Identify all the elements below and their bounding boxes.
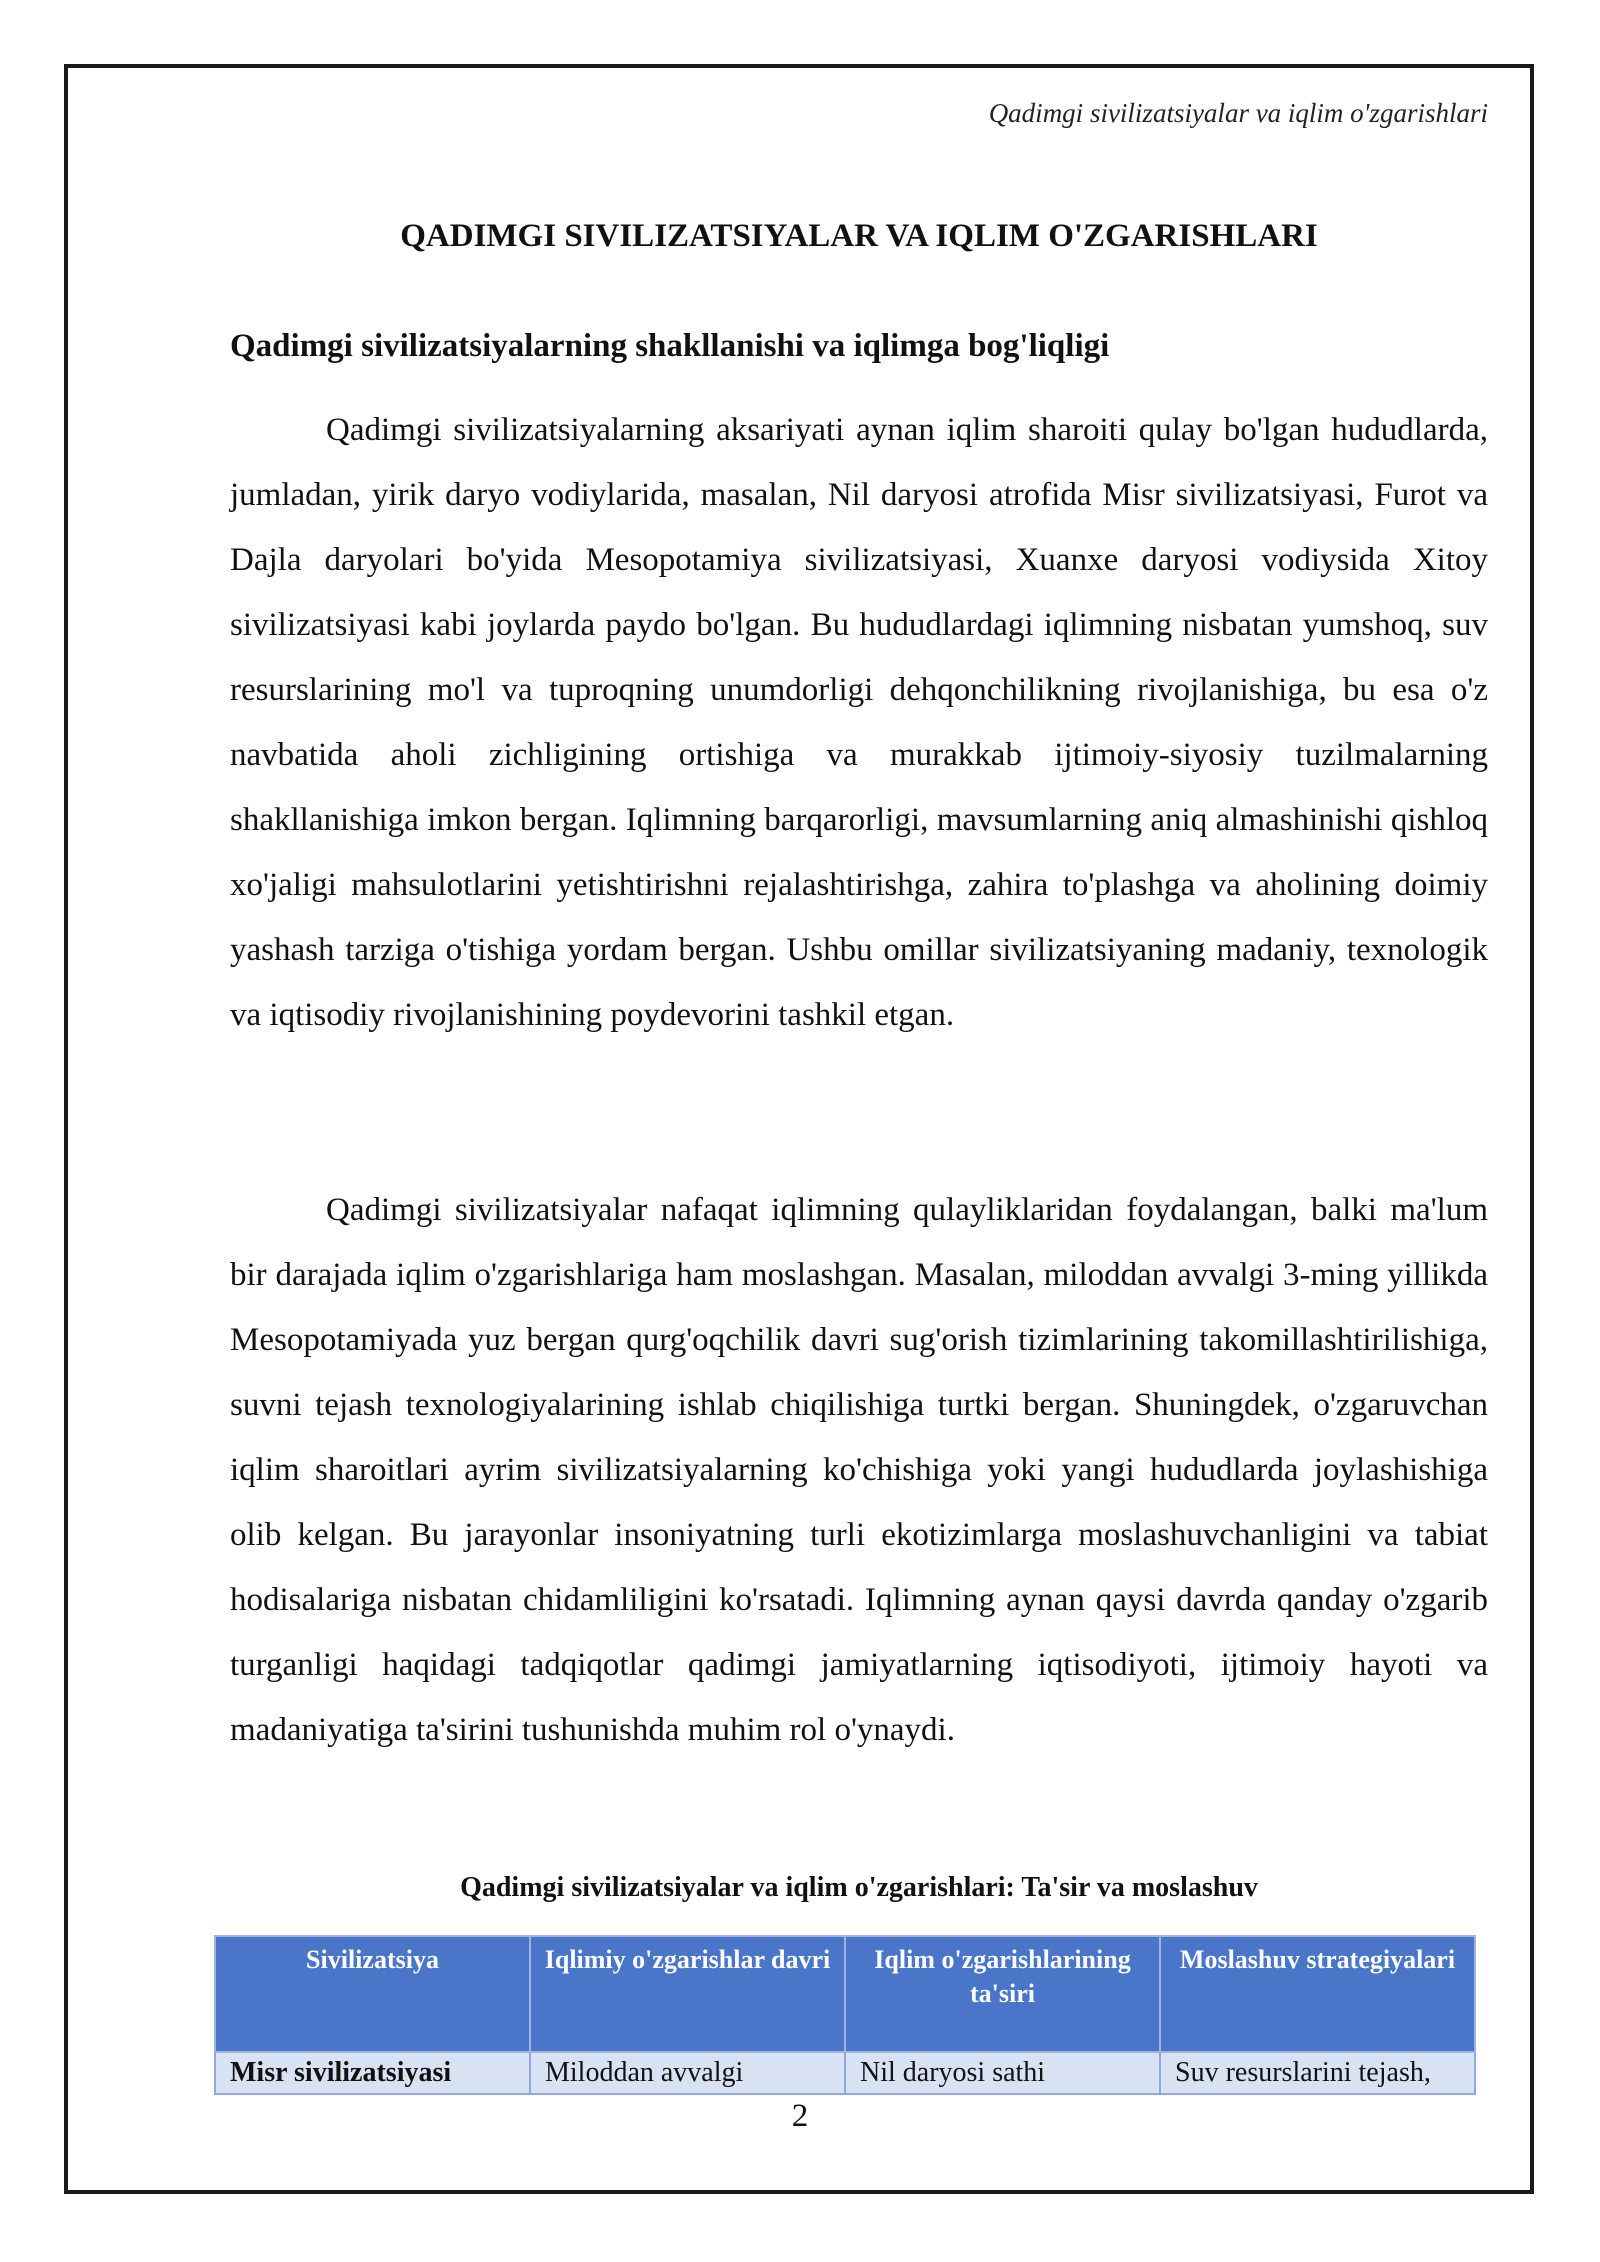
table-caption: Qadimgi sivilizatsiyalar va iqlim o'zgarishlari: Ta'sir va moslashuv bbox=[460, 1872, 1258, 1903]
page-number: 2 bbox=[791, 2098, 809, 2134]
table-row bbox=[215, 2052, 1475, 2094]
table-header-cell: Sivilizatsiya bbox=[215, 1936, 530, 2052]
table-header-cell: Moslashuv strategiyalari bbox=[1160, 1936, 1475, 2052]
body-paragraph-2: Qadimgi sivilizatsiyalar nafaqat iqlimning qulayliklaridan foydalangan, balki ma'lum bir darajada iqlim o'zgarishlariga ham moslashgan. Masalan, miloddan avvalgi 3-ming yillikda Mesopotamiyada yuz bergan qurg'oqchilik davri sug'orish tizimlarining takomillashtirilishiga, suvni tejash texnologiyalarining ishlab chiqilishiga turtki bergan. Shuningdek, o'zgaruvchan iqlim sharoitlari ayrim sivilizatsiyalarning ko'chishiga yoki yangi hududlarda joylashishiga olib kelgan. Bu jarayonlar insoniyatning turli ekotizimlarga moslashuvchanligini va tabiat hodisalariga nisbatan chidamliligini ko'rsatadi. Iqlimning aynan qaysi davrda qanday o'zgarib turganligi haqidagi tadqiqotlar qadimgi jamiyatlarning iqtisodiyoti, ijtimoiy hayoti va madaniyatiga ta'sirini tushunishda muhim rol o'ynaydi. bbox=[230, 1192, 1488, 1748]
table-header-cell: Iqlim o'zgarishlarining ta'siri bbox=[845, 1936, 1160, 2052]
table-cell: Miloddan avvalgi bbox=[530, 2052, 845, 2094]
civilizations-table bbox=[214, 1935, 1476, 2095]
table-cell: Nil daryosi sathi bbox=[845, 2052, 1160, 2094]
table-header-cell: Iqlimiy o'zgarishlar davri bbox=[530, 1936, 845, 2052]
table-cell: Misr sivilizatsiyasi bbox=[215, 2052, 530, 2094]
body-paragraph-1: Qadimgi sivilizatsiyalarning aksariyati aynan iqlim sharoiti qulay bo'lgan hududlarda, jumladan, yirik daryo vodiylarida, masalan, Nil daryosi atrofida Misr sivilizatsiyasi, Furot va Dajla daryolari bo'yida Mesopotamiya sivilizatsiyasi, Xuanxe daryosi vodiysida Xitoy sivilizatsiyasi kabi joylarda paydo bo'lgan. Bu hududlardagi iqlimning nisbatan yumshoq, suv resurslarining mo'l va tuproqning unumdorligi dehqonchilikning rivojlanishiga, bu esa o'z navbatida aholi zichligining ortishiga va murakkab ijtimoiy-siyosiy tuzilmalarning shakllanishiga imkon bergan. Iqlimning barqarorligi, mavsumlarning aniq almashinishi qishloq xo'jaligi mahsulotlarini yetishtirishni rejalashtirishga, zahira to'plashga va aholining doimiy yashash tarziga o'tishiga yordam bergan. Ushbu omillar sivilizatsiyaning madaniy, texnologik va iqtisodiy rivojlanishining poydevorini tashkil etgan. bbox=[230, 412, 1488, 1033]
table-header-row bbox=[215, 1936, 1475, 2052]
running-header: Qadimgi sivilizatsiyalar va iqlim o'zgarishlari bbox=[988, 98, 1488, 128]
table-cell: Suv resurslarini tejash, bbox=[1160, 2052, 1475, 2094]
section-heading: Qadimgi sivilizatsiyalarning shakllanishi va iqlimga bog'liqligi bbox=[230, 328, 1110, 364]
document-title: QADIMGI SIVILIZATSIYALAR VA IQLIM O'ZGARISHLARI bbox=[400, 218, 1318, 254]
